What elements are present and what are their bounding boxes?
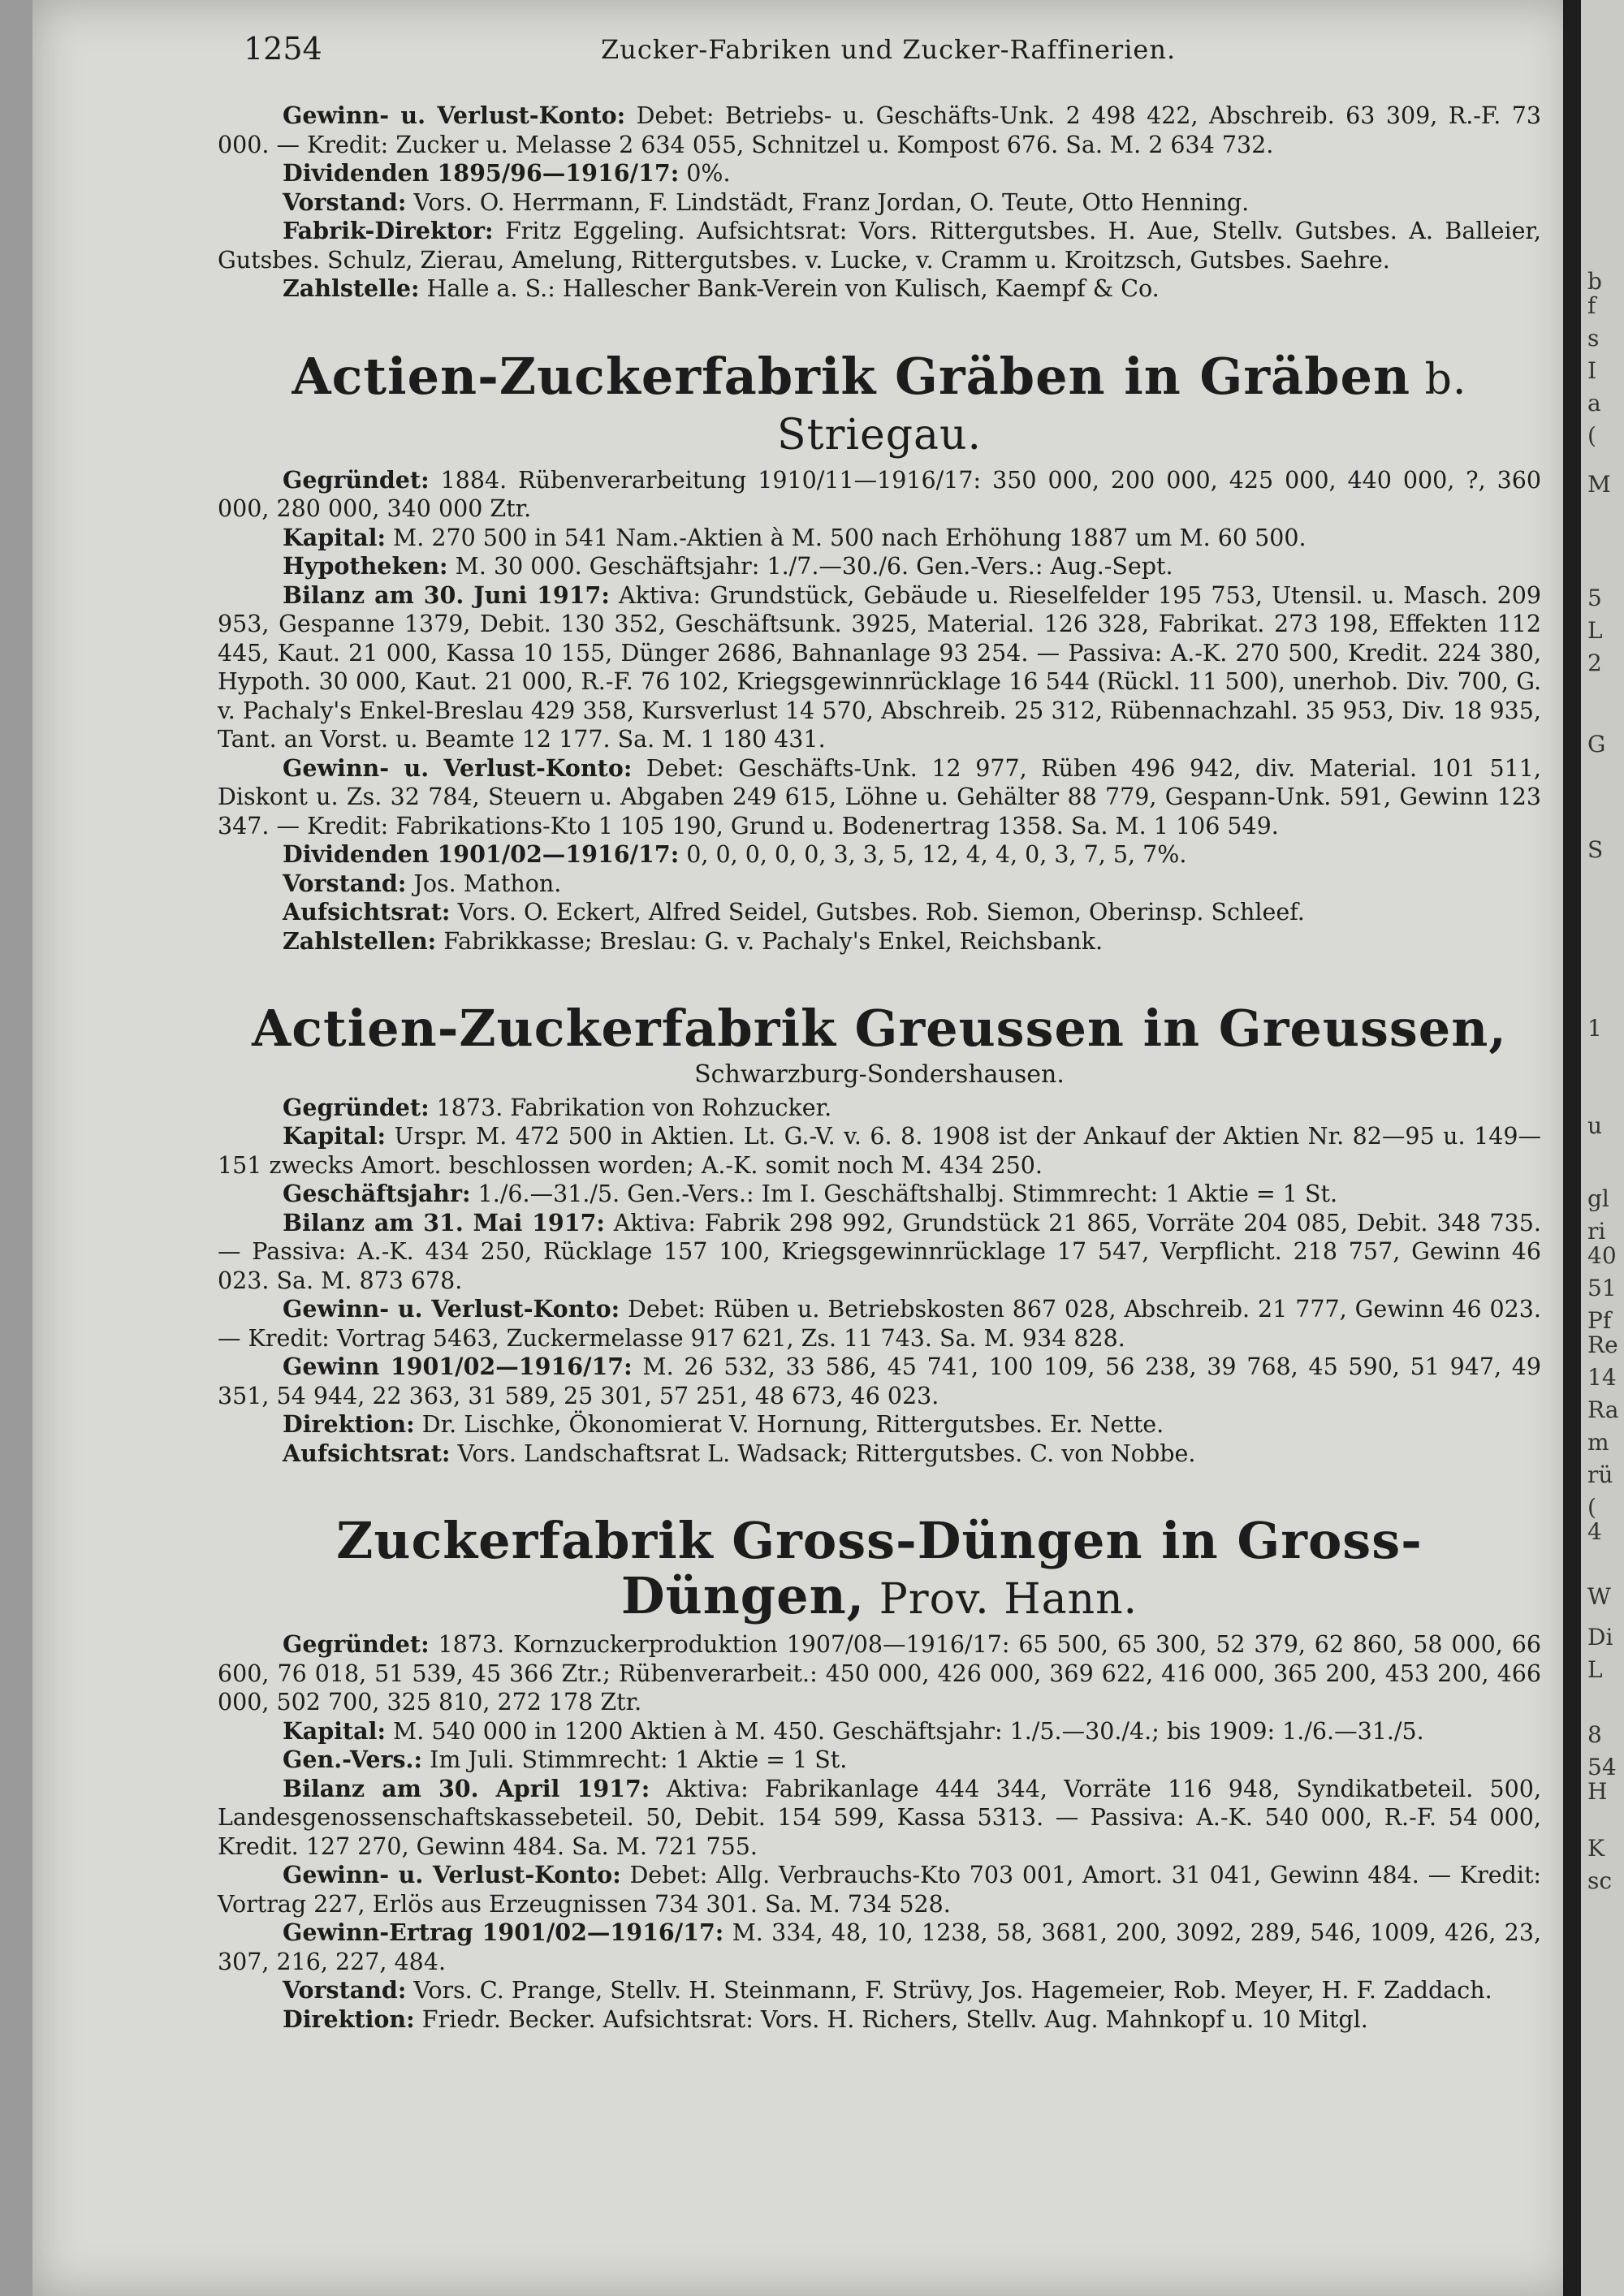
entry-paragraph	[218, 2005, 1541, 2035]
entry-text: Friedr. Becker. Aufsichtsrat: Vors. H. Richers, Stellv. Aug. Mahnkopf u. 10 Mitgl.	[414, 2005, 1368, 2033]
adjacent-page-fragment: L	[1587, 617, 1603, 644]
entry-label: Gen.-Vers.:	[283, 1746, 423, 1774]
company-entry-gross-duengen	[218, 1513, 1541, 2034]
entry-text: Aktiva: Fabrikanlage 444 344, Vorräte 116 948, Syndikatbeteil. 500, Landesgenossenschaftskassebeteil. 50, Debit. 154 599, Kassa 5313. — Passiva: A.-K. 540 000, R.-F. 54 000, Kredit. 127 270, Gewinn 484. Sa. M. 721 755.	[218, 1775, 1542, 1860]
entry-label: Zahlstellen:	[283, 926, 437, 955]
adjacent-page-fragment: u	[1587, 1112, 1603, 1139]
entry-paragraph	[218, 1918, 1541, 1976]
company-location: Prov. Hann.	[865, 1575, 1138, 1625]
entry-label: Gewinn- u. Verlust-Konto:	[283, 753, 633, 782]
company-entry-prev	[218, 101, 1541, 304]
adjacent-page-fragment: rü	[1587, 1461, 1613, 1488]
company-title	[218, 1513, 1541, 1624]
entry-label: Bilanz am 31. Mai 1917:	[283, 1208, 605, 1236]
entry-text: M. 334, 48, 10, 1238, 58, 3681, 200, 3092, 289, 546, 1009, 426, 23, 307, 216, 227, 484.	[218, 1919, 1542, 1975]
entry-text: Debet: Rüben u. Betriebskosten 867 028, Abschreib. 21 777, Gewinn 46 023. — Kredit: Vortrag 5463, Zuckermelasse 917 621, Zs. 11 743. Sa. M. 934 828.	[218, 1296, 1541, 1352]
entry-label: Vorstand:	[283, 1976, 407, 2005]
company-title	[218, 999, 1541, 1059]
entry-label: Gewinn- u. Verlust-Konto:	[283, 1295, 620, 1323]
adjacent-page-fragment: Ra	[1587, 1396, 1619, 1423]
entry-label: Kapital:	[283, 1122, 386, 1150]
adjacent-page-fragment: 14	[1587, 1364, 1617, 1391]
entry-label: Gewinn- u. Verlust-Konto:	[283, 101, 626, 129]
running-title: Zucker-Fabriken und Zucker-Raffinerien.	[601, 34, 1177, 65]
entry-label: Vorstand:	[283, 188, 407, 216]
entry-text: Debet: Geschäfts-Unk. 12 977, Rüben 496 942, div. Material. 101 511, Diskont u. Zs. 32 784, Steuern u. Abgaben 249 615, Löhne u. Gehälter 88 779, Gespann-Unk. 591, Gewinn 123 347. — Kredit: Fabrikations-Kto 1 105 190, Grund u. Bodenertrag 1358. Sa. M. 1 106 549.	[218, 754, 1541, 839]
adjacent-page-fragment: s	[1587, 325, 1600, 352]
adjacent-page-edge	[1581, 0, 1624, 2296]
entry-paragraph	[218, 101, 1541, 159]
adjacent-page-fragment: K	[1587, 1835, 1605, 1862]
entry-text: 1884. Rübenverarbeitung 1910/11—1916/17: 350 000, 200 000, 425 000, 440 000, ?, 360 000, 280 000, 340 000 Ztr.	[218, 466, 1541, 523]
entry-text: M. 26 532, 33 586, 45 741, 100 109, 56 238, 39 768, 45 590, 51 947, 49 351, 54 944, 22 363, 31 589, 25 301, 57 251, 48 673, 46 023.	[218, 1353, 1542, 1409]
entry-label: Kapital:	[283, 1716, 386, 1745]
adjacent-page-fragment: H	[1587, 1778, 1608, 1805]
adjacent-page-fragment: 54	[1587, 1754, 1617, 1780]
entry-label: Hypotheken:	[283, 552, 448, 580]
adjacent-page-fragment: I	[1587, 357, 1597, 384]
adjacent-page-fragment: 51	[1587, 1275, 1617, 1301]
adjacent-page-fragment: f	[1587, 292, 1596, 319]
book-gutter	[1563, 0, 1581, 2296]
entry-label: Kapital:	[283, 523, 386, 551]
page-content	[218, 101, 1541, 2048]
page-number: 1254	[244, 31, 322, 67]
entry-text: Vors. O. Eckert, Alfred Seidel, Gutsbes. Rob. Siemon, Oberinsp. Schleef.	[450, 899, 1305, 926]
adjacent-page-fragment: (	[1587, 1494, 1596, 1521]
entry-paragraph	[218, 1439, 1541, 1469]
entry-paragraph	[218, 466, 1541, 524]
adjacent-page-fragment: 5	[1587, 585, 1602, 611]
entry-label: Direktion:	[283, 1410, 415, 1439]
entry-label: Dividenden 1901/02—1916/17:	[283, 840, 680, 869]
entry-paragraph	[218, 1861, 1541, 1918]
entry-paragraph	[218, 1775, 1541, 1862]
adjacent-page-fragment: 2	[1587, 650, 1602, 676]
company-name: Zuckerfabrik Gross-Düngen in Gross-Düngen,	[336, 1511, 1423, 1626]
entry-paragraph	[218, 1353, 1541, 1410]
adjacent-page-fragment: m	[1587, 1429, 1609, 1456]
adjacent-page-fragment: Di	[1587, 1624, 1613, 1651]
entry-text: Vors. O. Herrmann, F. Lindstädt, Franz Jordan, O. Teute, Otto Henning.	[406, 188, 1250, 216]
entry-label: Geschäftsjahr:	[283, 1180, 471, 1208]
entry-label: Bilanz am 30. Juni 1917:	[283, 580, 610, 609]
entry-paragraph	[218, 217, 1541, 274]
entry-text: M. 270 500 in 541 Nam.-Aktien à M. 500 nach Erhöhung 1887 um M. 60 500.	[385, 524, 1307, 551]
entry-text: M. 30 000. Geschäftsjahr: 1./7.—30./6. Gen.-Vers.: Aug.-Sept.	[447, 553, 1173, 580]
company-location: b. Striegau.	[776, 355, 1467, 460]
entry-text: Dr. Lischke, Ökonomierat V. Hornung, Rittergutsbes. Er. Nette.	[414, 1411, 1164, 1439]
company-entry-greussen	[218, 1001, 1541, 1468]
adjacent-page-fragment: b	[1587, 268, 1602, 295]
entry-text: Debet: Allg. Verbrauchs-Kto 703 001, Amort. 31 041, Gewinn 484. — Kredit: Vortrag 227, Erlös aus Erzeugnissen 734 301. Sa. M. 734 528.	[218, 1862, 1541, 1918]
entry-paragraph	[218, 1746, 1541, 1775]
entry-label: Aufsichtsrat:	[283, 898, 451, 926]
adjacent-page-fragment: a	[1587, 390, 1601, 416]
entry-label: Zahlstelle:	[283, 274, 420, 302]
entry-text: Vors. C. Prange, Stellv. H. Steinmann, F. Strüvy, Jos. Hagemeier, Rob. Meyer, H. F. Zaddach.	[406, 1977, 1492, 2005]
entry-label: Direktion:	[283, 2005, 415, 2033]
adjacent-page-fragment: 4	[1587, 1518, 1602, 1545]
entry-paragraph	[218, 552, 1541, 581]
entry-text: Fabrikkasse; Breslau: G. v. Pachaly's Enkel, Reichsbank.	[436, 927, 1104, 955]
entry-text: Debet: Betriebs- u. Geschäfts-Unk. 2 498 422, Abschreib. 63 309, R.-F. 73 000. — Kredit: Zucker u. Melasse 2 634 055, Schnitzel u. Kompost 676. Sa. M. 2 634 732.	[218, 102, 1541, 158]
entry-paragraph	[218, 159, 1541, 188]
entry-paragraph	[218, 1180, 1541, 1209]
entry-paragraph	[218, 274, 1541, 304]
entry-paragraph	[218, 1976, 1541, 2005]
entry-label: Aufsichtsrat:	[283, 1439, 451, 1467]
entry-paragraph	[218, 581, 1541, 754]
company-name: Actien-Zuckerfabrik Greussen in Greussen,	[252, 999, 1507, 1059]
adjacent-page-fragment: (	[1587, 422, 1596, 449]
adjacent-page-fragment: W	[1587, 1583, 1611, 1610]
entry-paragraph	[218, 840, 1541, 870]
entry-paragraph	[218, 524, 1541, 553]
adjacent-page-fragment: ri	[1587, 1218, 1606, 1245]
entry-paragraph	[218, 1410, 1541, 1439]
entry-text: Halle a. S.: Hallescher Bank-Verein von Kulisch, Kaempf & Co.	[419, 275, 1160, 302]
book-page	[32, 0, 1575, 2296]
entry-paragraph	[218, 1209, 1541, 1296]
entry-label: Gegründet:	[283, 1093, 430, 1121]
adjacent-page-fragment: 1	[1587, 1015, 1602, 1042]
company-entry-graeben	[218, 346, 1541, 956]
entry-text: Aktiva: Grundstück, Gebäude u. Rieselfelder 195 753, Utensil. u. Masch. 209 953, Gespanne 1379, Debit. 130 352, Geschäftsunk. 3925, Material. 126 328, Fabrikat. 273 198, Effekten 112 445, Kaut. 21 000, Kassa 10 155, Dünger 2686, Bahnanlage 93 254. — Passiva: A.-K. 270 500, Kredit. 224 380, Hypoth. 30 000, Kaut. 21 000, R.-F. 76 102, Kriegsgewinnrücklage 16 544 (Rückl. 11 500), unerhob. Div. 700, G. v. Pachaly's Enkel-Breslau 429 358, Kursverlust 14 570, Abschreib. 25 312, Rübennachzahl. 35 953, Div. 18 935, Tant. an Vorst. u. Beamte 12 177. Sa. M. 1 180 431.	[218, 581, 1541, 753]
adjacent-page-fragment: 40	[1587, 1242, 1617, 1269]
entry-paragraph	[218, 898, 1541, 927]
entry-label: Gegründet:	[283, 465, 430, 494]
adjacent-page-fragment: 8	[1587, 1721, 1602, 1748]
entry-text: Urspr. M. 472 500 in Aktien. Lt. G.-V. v. 6. 8. 1908 ist der Ankauf der Aktien Nr. 82—95 u. 149—151 zwecks Amort. beschlossen worden; A.-K. somit noch M. 434 250.	[218, 1123, 1541, 1179]
entry-label: Vorstand:	[283, 869, 407, 897]
adjacent-page-fragment: S	[1587, 836, 1604, 863]
entry-text: Jos. Mathon.	[406, 870, 562, 897]
page-header	[211, 31, 1543, 71]
adjacent-page-fragment: G	[1587, 731, 1606, 757]
adjacent-page-fragment: Pf	[1587, 1307, 1612, 1334]
entry-paragraph	[218, 1295, 1541, 1353]
company-subtitle: Schwarzburg-Sondershausen.	[694, 1060, 1065, 1089]
adjacent-page-fragment: L	[1587, 1656, 1603, 1683]
entry-paragraph	[218, 1717, 1541, 1746]
entry-label: Gegründet:	[283, 1630, 430, 1659]
company-name: Actien-Zuckerfabrik Gräben in Gräben	[292, 346, 1411, 406]
adjacent-page-fragment: sc	[1587, 1867, 1613, 1894]
entry-text: 1873. Fabrikation von Rohzucker.	[429, 1094, 832, 1121]
entry-label: Bilanz am 30. April 1917:	[283, 1774, 650, 1802]
entry-paragraph	[218, 1630, 1541, 1717]
adjacent-page-fragment: M	[1587, 471, 1611, 498]
entry-label: Gewinn- u. Verlust-Konto:	[283, 1861, 621, 1889]
entry-text: Fritz Eggeling. Aufsichtsrat: Vors. Rittergutsbes. H. Aue, Stellv. Gutsbes. A. Balleier, Gutsbes. Schulz, Zierau, Amelung, Rittergutsbes. v. Lucke, v. Cramm u. Kroitzsch, Gutsbes. Saehre.	[218, 218, 1541, 274]
entry-label: Fabrik-Direktor:	[283, 217, 494, 244]
entry-paragraph	[218, 870, 1541, 899]
entry-text: 1873. Kornzuckerproduktion 1907/08—1916/17: 65 500, 65 300, 52 379, 62 860, 58 000, 66 600, 76 018, 51 539, 45 366 Ztr.; Rübenverarbeit.: 450 000, 426 000, 369 622, 416 000, 365 200, 453 200, 466 000, 502 700, 325 810, 272 178 Ztr.	[218, 1631, 1541, 1716]
entry-paragraph	[218, 754, 1541, 841]
entry-paragraph	[218, 1094, 1541, 1123]
company-title	[218, 346, 1541, 460]
entry-text: Vors. Landschaftsrat L. Wadsack; Rittergutsbes. C. von Nobbe.	[450, 1439, 1196, 1467]
entry-label: Gewinn-Ertrag 1901/02—1916/17:	[283, 1918, 724, 1947]
adjacent-page-fragment: Re	[1587, 1331, 1618, 1358]
entry-text: Aktiva: Fabrik 298 992, Grundstück 21 865, Vorräte 204 085, Debit. 348 735. — Passiva: A.-K. 434 250, Rücklage 157 100, Kriegsgewinnrücklage 17 547, Verpflicht. 218 757, Gewinn 46 023. Sa. M. 873 678.	[218, 1209, 1541, 1294]
entry-text: Im Juli. Stimmrecht: 1 Aktie = 1 St.	[422, 1746, 848, 1774]
entry-text: 0%.	[679, 160, 731, 187]
entry-paragraph	[218, 927, 1541, 956]
entry-text: 0, 0, 0, 0, 0, 3, 3, 5, 12, 4, 4, 0, 3, 7, 5, 7%.	[679, 841, 1187, 869]
adjacent-page-fragment: gl	[1587, 1185, 1609, 1212]
entry-text: 1./6.—31./5. Gen.-Vers.: Im I. Geschäftshalbj. Stimmrecht: 1 Aktie = 1 St.	[470, 1180, 1338, 1208]
entry-text: M. 540 000 in 1200 Aktien à M. 450. Geschäftsjahr: 1./5.—30./4.; bis 1909: 1./6.—31./5.	[385, 1717, 1424, 1745]
entry-paragraph	[218, 1122, 1541, 1180]
entry-label: Gewinn 1901/02—1916/17:	[283, 1353, 633, 1381]
entry-label: Dividenden 1895/96—1916/17:	[283, 159, 680, 187]
entry-paragraph	[218, 188, 1541, 218]
